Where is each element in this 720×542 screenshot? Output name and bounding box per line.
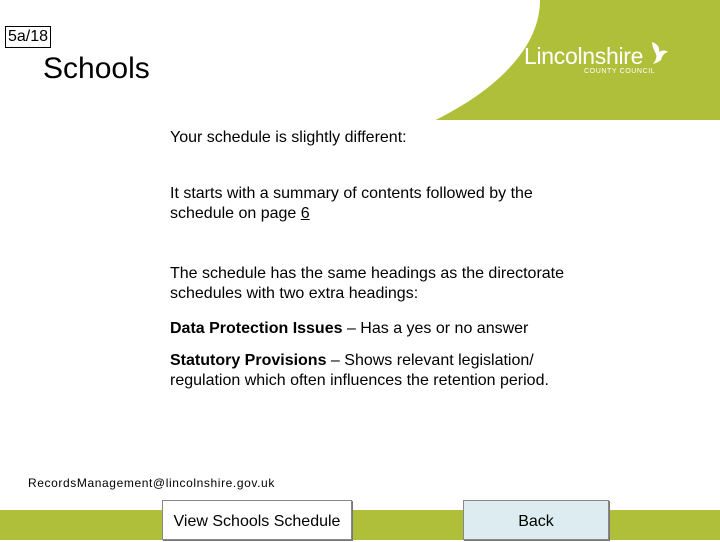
bird-icon [648,40,670,66]
statutory-desc-line-1: – Shows relevant legislation/ [326,352,534,369]
page-title: Schools [43,52,150,85]
statutory-paragraph [170,351,549,391]
council-logo [520,40,680,82]
logo-subtitle: COUNTY COUNCIL [584,68,656,75]
page-6-link[interactable]: 6 [300,205,310,222]
summary-line-1: It starts with a summary of contents followed by the [170,185,533,202]
intro-text: Your schedule is slightly different: [170,129,407,146]
summary-line-2: schedule on page [170,205,301,222]
summary-paragraph [170,184,533,224]
logo-wordmark: Lincolnshire [524,43,644,69]
headings-line-1: The schedule has the same headings as the directorate [170,265,565,282]
data-protection-desc: – Has a yes or no answer [342,320,529,337]
back-button[interactable]: Back [463,500,609,540]
header-white-panel [0,0,540,190]
headings-line-2: schedules with two extra headings: [170,285,419,302]
statutory-heading: Statutory Provisions [170,352,327,369]
contact-email[interactable]: RecordsManagement@lincolnshire.gov.uk [28,476,275,490]
slide-number: 5a/18 [5,26,51,48]
headings-paragraph [170,264,564,304]
data-protection-heading: Data Protection Issues [170,320,343,337]
statutory-desc-line-2: regulation which often influences the retention period. [170,372,549,389]
view-schools-schedule-button[interactable]: View Schools Schedule [162,500,352,540]
data-protection-paragraph [170,319,528,339]
footer-band [0,510,720,540]
